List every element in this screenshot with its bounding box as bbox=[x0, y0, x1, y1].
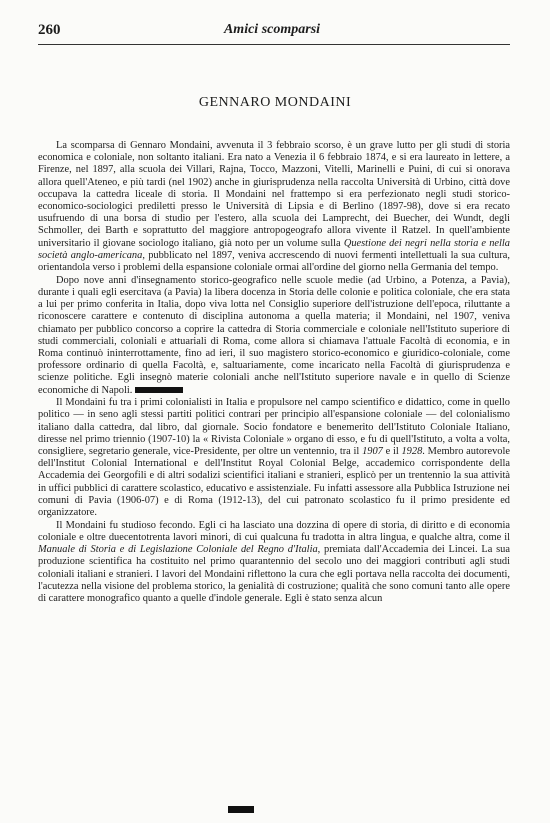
paragraph bbox=[38, 397, 510, 519]
italic-text: 1907 bbox=[362, 446, 383, 458]
text-run: . Membro autorevole dell'Institut Colonial International e dell'Institut Royal Colonial Belge, accademico corrispondente della Accademia dei Georgofili e di altri sodalizi scientifici italiani e stranieri, esplicò per un trentennio la sua attività in uffici pubblici di carattere scolastico, educativo e assistenziale. Fu infatti assessore alla Pubblica Istruzione nei comuni di Pavia (1906-07) e di Roma (1912-13), del cui patronato scolastico fu il primo presidente ed organizzatore. bbox=[38, 446, 510, 519]
article-body bbox=[38, 140, 510, 606]
text-run: , pubblicato nel 1897, veniva accrescendo di nuovi fermenti intellettuali la sua cultura, orientandola verso i problemi della espansione coloniale ormai all'ordine del giorno nella Germania del tempo. bbox=[38, 249, 510, 274]
paragraph bbox=[38, 275, 510, 397]
text-run: , premiata dall'Accademia dei Lincei. La sua produzione scientifica ha costituito nel primo quarantennio del secolo uno dei maggiori contributi agli studi coloniali italiani e stranieri. I lavori del Mondaini riflettono la cura che egli portava nella raccolta dei documenti, l'acutezza nella visione del problema storico, la genialità di costruzione; qualità che sono comuni tanto alle opere di carattere monografico quanto a quelle d'indole generale. Egli è stato senza alcun bbox=[38, 544, 510, 605]
article-title: GENNARO MONDAINI bbox=[198, 95, 352, 110]
text-run: Il Mondaini fu studioso fecondo. Egli ci ha lasciato una dozzina di opere di storia, di diritto e di economia coloniale e oltre duecentotrenta lavori minori, di cui qualcuna fu tradotta in altra lingua, e qualche altra, come il bbox=[38, 519, 510, 543]
italic-text: Questione dei negri nella storia e nella società anglo-americana bbox=[38, 237, 510, 261]
page-number: 260 bbox=[38, 22, 61, 38]
paragraph bbox=[38, 140, 510, 274]
running-title: Amici scomparsi bbox=[223, 22, 321, 37]
paragraph bbox=[38, 520, 510, 605]
italic-text: Manuale di Storia e di Legislazione Coloniale del Regno d'Italia bbox=[38, 544, 318, 556]
italic-text: 1928 bbox=[401, 446, 423, 458]
text-run: Il Mondaini fu tra i primi colonialisti in Italia e propulsore nel campo scientifico e didattico, come in quello politico — in seno agli stessi partiti politici contrari per principio all'espansione coloniale — del colonialismo italiano dalla cattedra, dal libro, dal giornale. Socio fondatore e benemerito dell'Istituto Coloniale Italiano, diresse nel primo triennio (1907-10) la « Rivista Coloniale » organo di esso, e fu di quell'Istituto, a volta a volta, consigliere, segretario generale, vice-Presidente, per oltre un ventennio, tra il bbox=[38, 397, 510, 458]
text-run: La scomparsa di Gennaro Mondaini, avvenuta il 3 febbraio scorso, è un grave lutto per gli studi di storia economica e coloniale, non soltanto italiani. Era nato a Venezia il 6 febbraio 1874, e si era laureato in lettere, a Firenze, nel 1897, alla scuola dei Villari, Rajna, Tocco, Mazzoni, Vitelli, Marinelli e Puini, di cui si onorava allora quell'Ateneo, e più tardi (nel 1902) anche in giurisprudenza nella raccolta Università di Urbino, città dove occupava la cattedra liceale di storia. Il Mondaini nel frattempo si era perfezionato negli studi storico-economico-sociologici prediletti presso le Università di Lipsia e di Berlino (1897-98), dove si era recato usufruendo di una borsa di studio per l'estero, alla scuola dei Lamprecht, dei Buecher, dei Wundt, degli Schmoller, dei Barth e soprattutto del maggiore antropogeografo allora vivente il Ratzel. In quell'ambiente universitario il giovane sociologo italiano, già noto per un volume sulla bbox=[38, 140, 510, 249]
running-header bbox=[38, 22, 506, 42]
ink-blot bbox=[228, 806, 254, 813]
text-run: e il bbox=[382, 446, 402, 458]
header-rule bbox=[38, 44, 510, 45]
text-run: Dopo nove anni d'insegnamento storico-geografico nelle scuole medie (ad Urbino, a Potenza, a Pavia), durante i quali egli esercitava (a Pavia) la libera docenza in Storia delle colonie e politica coloniale, che era stata a lui per primo conferita in Italia, dopo viva lotta nel Consiglio superiore dell'istruzione dell'epoca, riluttante a riconoscere carattere e contenuto di disciplina autonoma a quella materia; il Mondaini, nel 1907, veniva chiamato per pubblico concorso a coprire la cattedra di Storia commerciale e coloniale nell'Istituto superiore di studi commerciali, coloniali e attuariali di Roma, come allora si chiamava l'attuale Facoltà di economia, e in Roma continuò ininterrottamente, fino ad ieri, il suo magistero storico-economico e giuridico-coloniale, come professore ordinario di quella Facoltà, e, saltuariamente, come incaricato nella Facoltà di giurisprudenza e scienze politiche. Egli insegnò materie coloniali anche nell'Istituto superiore navale e in quello di Scienze economiche di Napoli. bbox=[38, 274, 510, 396]
ink-blot bbox=[135, 387, 183, 393]
